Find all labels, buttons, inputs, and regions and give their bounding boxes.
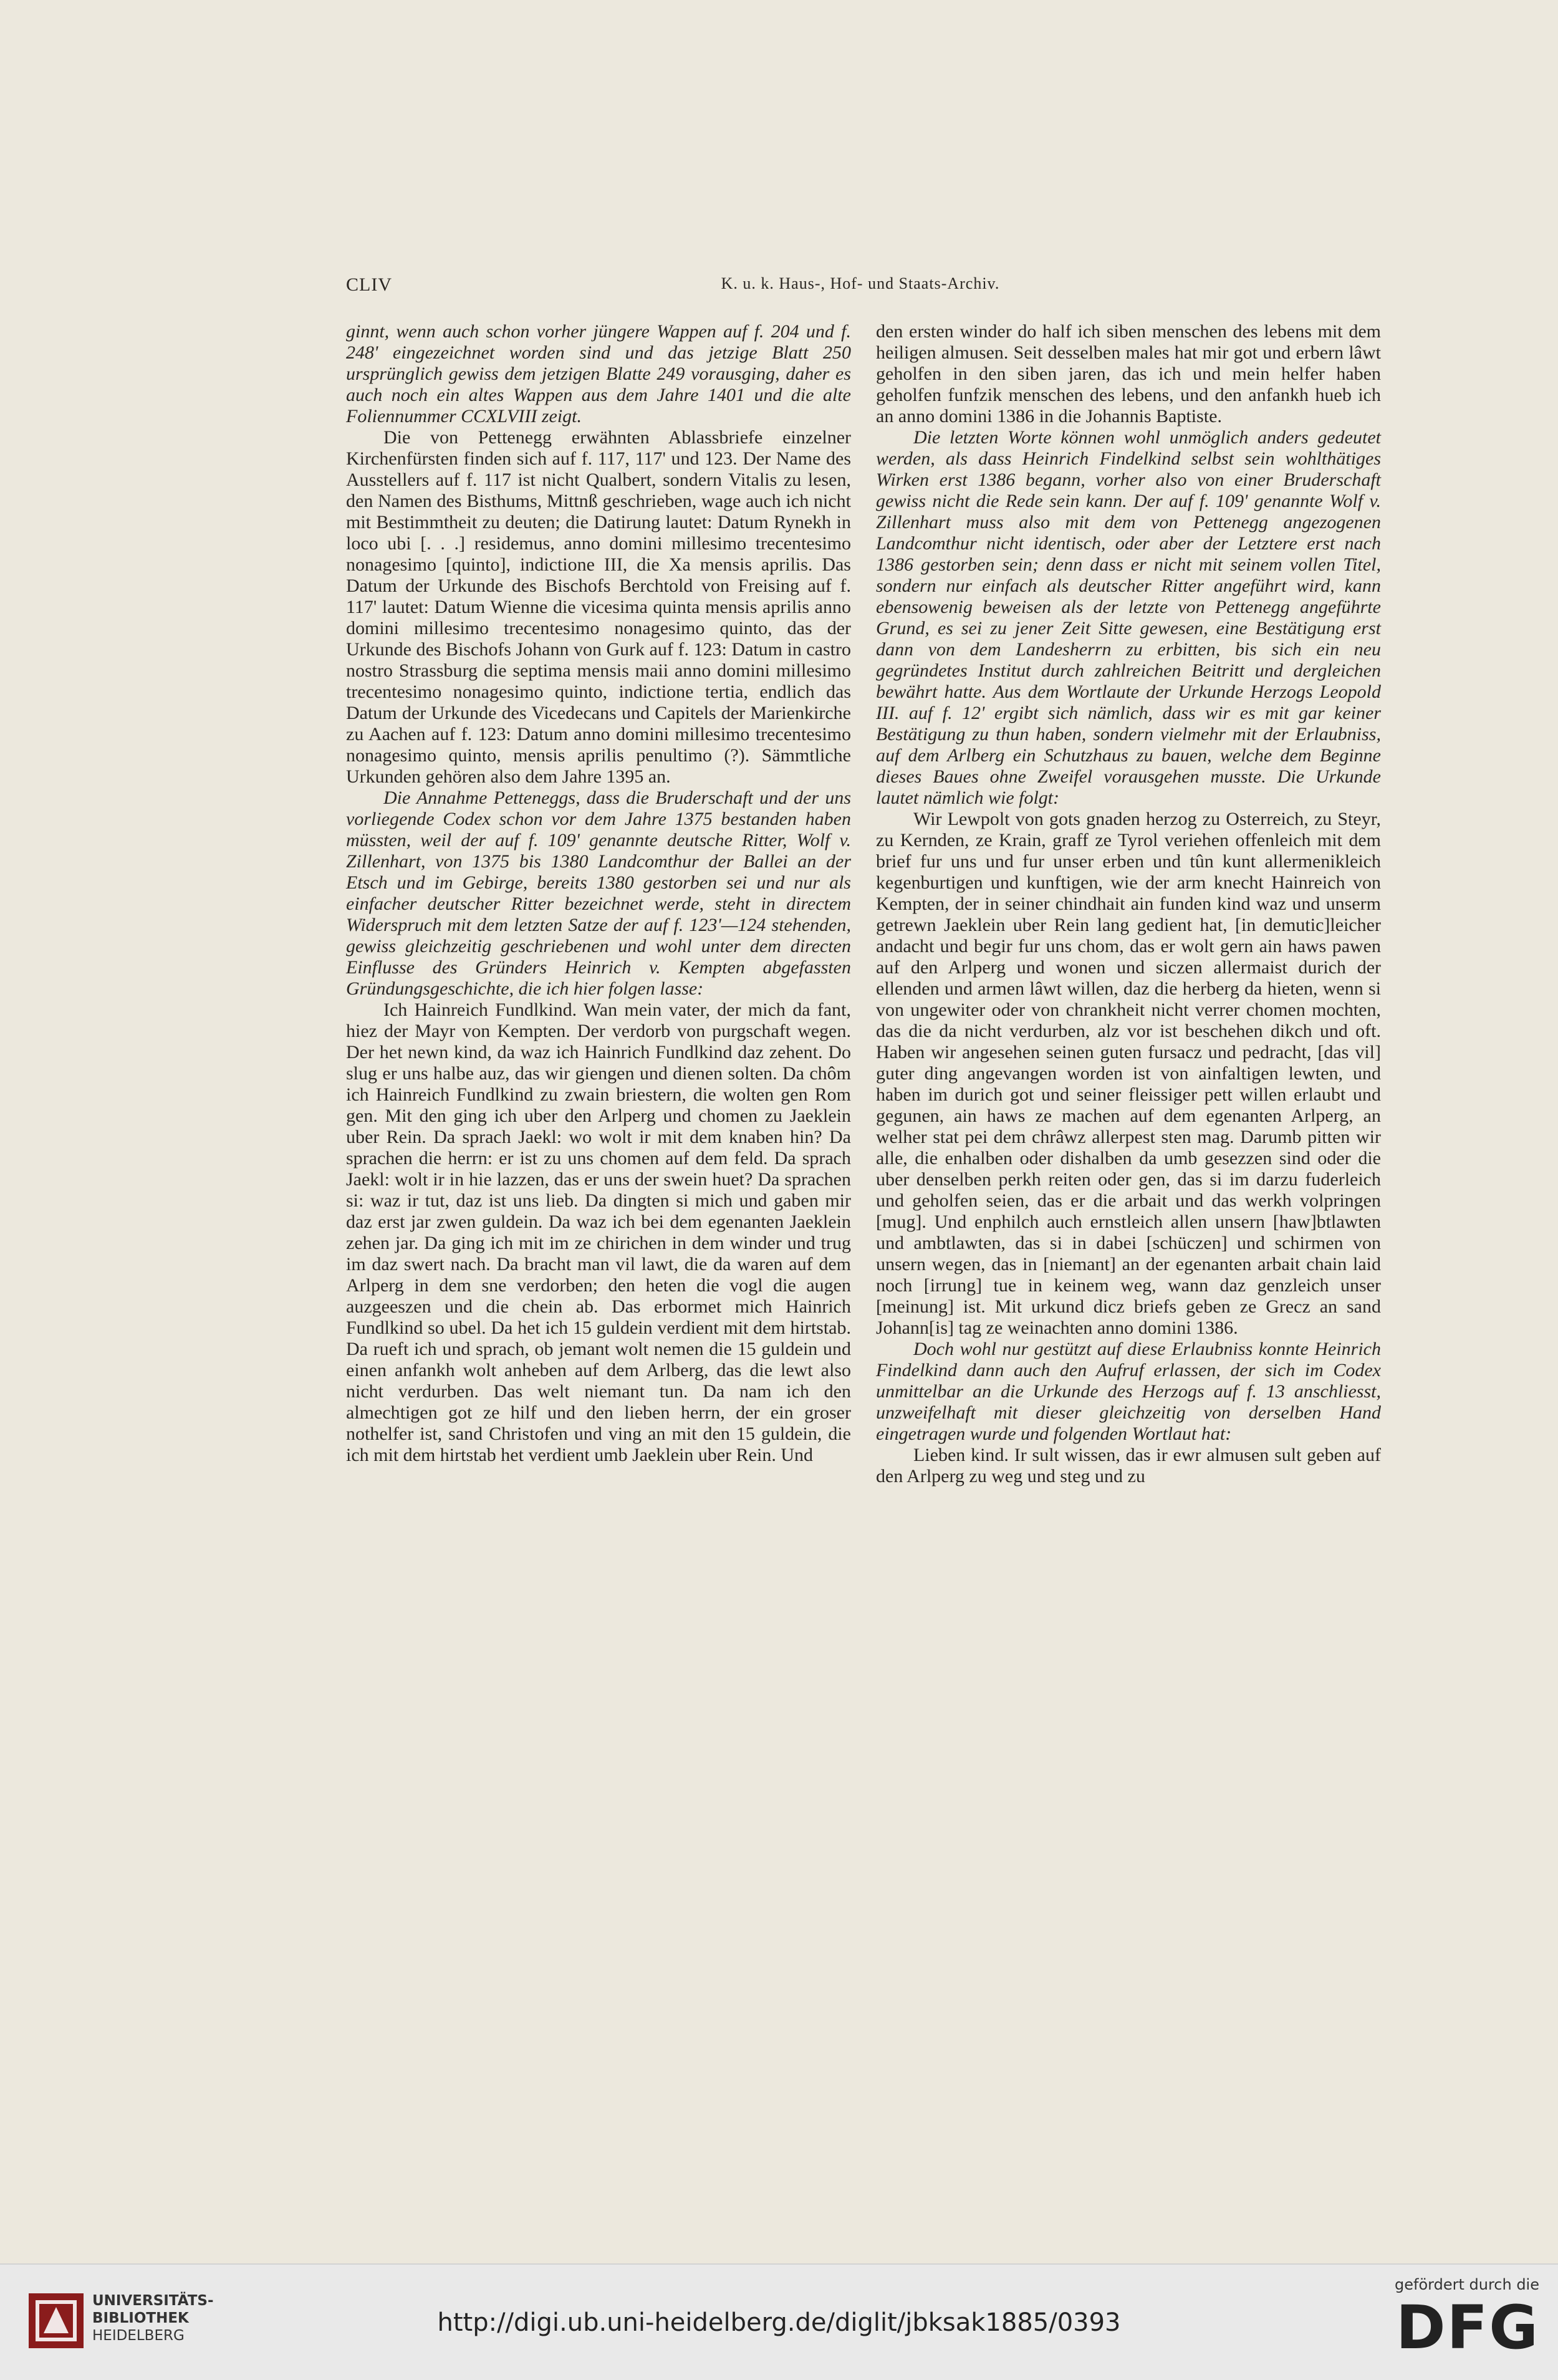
paragraph: Die Annahme Petteneggs, dass die Bruderschaft und der uns vorliegende Codex schon vor dem Jahre 1375 bestanden haben müssten, weil der auf f. 109' genannte deutsche Ritter, Wolf v. Zillenhart, von 1375 bis 1380 Landcomthur der Ballei an der Etsch und im Gebirge, bereits 1380 gestorben sei und nur als einfacher deutscher Ritter bezeichnet werde, steht in directem Widerspruch mit dem letzten Satze der auf f. 123'—124 stehenden, gewiss gleichzeitig geschriebenen und wohl unter dem directen Einflusse des Gründers Heinrich v. Kempten abgefassten Gründungsgeschichte, die ich hier folgen lasse: — [346, 788, 851, 999]
right-column — [876, 321, 1381, 1487]
paragraph: Lieben kind. Ir sult wissen, das ir ewr almusen sult geben auf den Arlperg zu weg und steg und zu — [876, 1445, 1381, 1486]
library-name-line2: BIBLIOTHEK — [92, 2310, 189, 2326]
paragraph: den ersten winder do half ich siben menschen des lebens mit dem heiligen almusen. Seit desselben males hat mir got und erbern lâwt geholfen in den siben jaren, das ich und mein helfer haben geholfen funfzik menschen des lebens, und den anfankh hueb ich an anno domini 1386 in die Johannis Baptiste. — [876, 321, 1381, 426]
dfg-logo-icon: DFG — [1395, 2293, 1539, 2363]
library-name-line3: HEIDELBERG — [92, 2328, 185, 2344]
paragraph: Ich Hainreich Fundlkind. Wan mein vater, der mich da fant, hiez der Mayr von Kempten. Der verdorb von purgschaft wegen. Der het newn kind, da waz ich Hainrich Fundlkind daz zehent. Do slug er uns halbe auz, das wir giengen und dienen solten. Da chôm ich Hainreich Fundlkind zu zwain briestern, die wolten gen Rom gen. Mit den ging ich uber den Arlperg und chomen zu Jaeklein uber Rein. Da sprach Jaekl: wo wolt ir mit dem knaben hin? Da sprachen die herrn: er ist zu uns chomen auf dem feld. Da sprach Jaekl: wolt ir in hie lazzen, das er uns der swein huet? Da sprachen si: waz ir tut, daz ist uns lieb. Da dingten si mich und gaben mir daz erst jar zwen guldein. Da waz ich bei dem egenanten Jaeklein zehen jar. Da ging ich mit im ze chirichen in dem winder und trug im daz swert nach. Da bracht man vil lawt, die da waren auf dem Arlperg in dem sne verdorben; den heten die vogl die augen auzgeeszen und die chein ab. Das erbormet mich Hainrich Fundlkind so ubel. Da het ich 15 guldein verdient mit dem hirtstab. Da rueft ich und sprach, ob jemant wolt nemen die 15 guldein und einen anfankh wolt anheben auf dem Arlberg, das die lewt also nicht verdurben. Das welt niemant tun. Da nam ich den almechtigen got ze hilf und den lieben herrn, der ein groser nothelfer ist, sand Christofen und ving an mit den 15 guldein, die ich mit dem hirtstab het verdient umb Jaeklein uber Rein. Und — [346, 1000, 851, 1465]
running-head — [346, 274, 1375, 306]
funder-label: gefördert durch die — [1395, 2276, 1539, 2293]
permalink-url[interactable]: http://digi.ub.uni-heidelberg.de/diglit/jbksak1885/0393 — [437, 2308, 1121, 2337]
paragraph: Die von Pettenegg erwähnten Ablassbriefe einzelner Kirchenfürsten finden sich auf f. 117, 117' und 123. Der Name des Ausstellers auf f. 117 ist nicht Qualbert, sondern Vitalis zu lesen, den Namen des Bisthums, Mittnß geschrieben, wage auch ich nicht mit Bestimmtheit zu deuten; die Datirung lautet: Datum Rynekh in loco ubi [. . .] residemus, anno domini millesimo trecentesimo nonagesimo [quinto], indictione III, die Xa mensis aprilis. Das Datum der Urkunde des Bischofs Berchtold von Freising auf f. 117' lautet: Datum Wienne die vicesima quinta mensis aprilis anno domini millesimo trecentesimo nonagesimo quinto, das der Urkunde des Bischofs Johann von Gurk auf f. 123: Datum in castro nostro Strassburg die septima mensis maii anno domini millesimo trecentesimo nonagesimo quinto, indictione tertia, endlich das Datum der Urkunde des Vicedecans und Capitels der Marienkirche zu Aachen auf f. 123: Datum anno domini millesimo trecentesimo nonagesimo quinto, mensis aprilis penultimo (?). Sämmtliche Urkunden gehören also dem Jahre 1395 an. — [346, 427, 851, 787]
paragraph: Doch wohl nur gestützt auf diese Erlaubniss konnte Heinrich Findelkind dann auch den Aufruf erlassen, der sich im Codex unmittelbar an die Urkunde des Herzogs auf f. 13 anschliesst, unzweifelhaft mit dieser gleichzeitig von derselben Hand eingetragen wurde und folgenden Wortlaut hat: — [876, 1339, 1381, 1444]
paragraph: Die letzten Worte können wohl unmöglich anders gedeutet werden, als dass Heinrich Findelkind selbst sein wohlthätiges Wirken erst 1386 begann, vorher also von einer Bruderschaft gewiss nicht die Rede sein kann. Der auf f. 109' genannte Wolf v. Zillenhart muss also mit dem von Pettenegg angezogenen Landcomthur nicht identisch, oder aber der Letztere erst nach 1386 gestorben sein; denn dass er nicht mit seinem vollen Titel, sondern nur einfach als deutscher Ritter angeführt wird, kann ebensowenig beweisen als der letzte von Pettenegg angeführte Grund, es sei zu jener Zeit Sitte gewesen, eine Bestätigung erst dann von dem Landesherrn zu erbitten, bis sich ein neu gegründetes Institut durch zahlreichen Beitritt und dergleichen bewährt hatte. Aus dem Wortlaute der Urkunde Herzogs Leopold III. auf f. 12' ergibt sich nämlich, dass wir es mit gar keiner Bestätigung zu thun haben, sondern vielmehr mit der Erlaubniss, auf dem Arlberg ein Schutzhaus zu bauen, welche dem Beginne dieses Baues ohne Zweifel vorausgehen musste. Die Urkunde lautet nämlich wie folgt: — [876, 427, 1381, 808]
running-title: K. u. k. Haus-, Hof- und Staats-Archiv. — [721, 274, 1000, 292]
paragraph: Wir Lewpolt von gots gnaden herzog zu Osterreich, zu Steyr, zu Kernden, ze Krain, graff ze Tyrol veriehen offenleich mit dem brief fur uns und fur unser erben und tûn kunt allermenikleich kegenburtigen und kunftigen, wie der arm knecht Hainreich von Kempten, der in seiner chindhait ain funden kind waz und unserm getrewn Jaeklein uber Rein lang gedient hat, [in demutic]leicher andacht und begir fur uns chom, das er wolt gern ain haws pawen auf den Arlperg und wonen und siczen allermaist durich der ellenden und armen lâwt willen, daz die herberg da hieten, wenn si von ungewiter oder von chrankheit nicht verrer chomen mochten, das die da nicht verdurben, alz vor ist beschehen dikch und oft. Haben wir angesehen seinen guten fursacz und pedracht, [das vil] guter ding angevangen worden ist von ainfaltigen lewten, und haben im durich got und seiner fleissiger pett willen erlaubt und gegunen, ain haws ze machen auf dem egenanten Arlperg, an welher stat pei dem chrâwz allerpest sten mag. Darumb pitten wir alle, die enhalben oder dishalben da umb gesezzen sind oder die uber denselben perkh reiten oder gen, das si im darzu fuderleich und geholfen seien, das er die arbait und das werkh volpringen [mug]. Und enphilch auch ernstleich allen unsern [haw]btlawten und ambtlawten, das si in dabei [schüczen] und schirmen von unsern wegen, das in [niemant] an der egenanten arbait chain laid noch [irrung] tue in keinem weg, wann daz genzleich unser [meinung] ist. Mit urkund dicz briefs geben ze Grecz an sand Johann[is] tag ze weinachten anno domini 1386. — [876, 809, 1381, 1338]
viewer-footer — [0, 2263, 1558, 2380]
funder-logo[interactable] — [1352, 2276, 1539, 2369]
page-number: CLIV — [346, 274, 392, 295]
paragraph: ginnt, wenn auch schon vorher jüngere Wappen auf f. 204 und f. 248' eingezeichnet worden sind und das jetzige Blatt 250 ursprünglich gewiss dem jetzigen Blatte 249 vorausging, daher es auch noch ein altes Wappen aus dem Jahre 1401 und die alte Foliennummer CCXLVIII zeigt. — [346, 321, 851, 426]
left-column — [346, 321, 851, 1466]
library-name-line1: UNIVERSITÄTS- — [92, 2293, 214, 2309]
